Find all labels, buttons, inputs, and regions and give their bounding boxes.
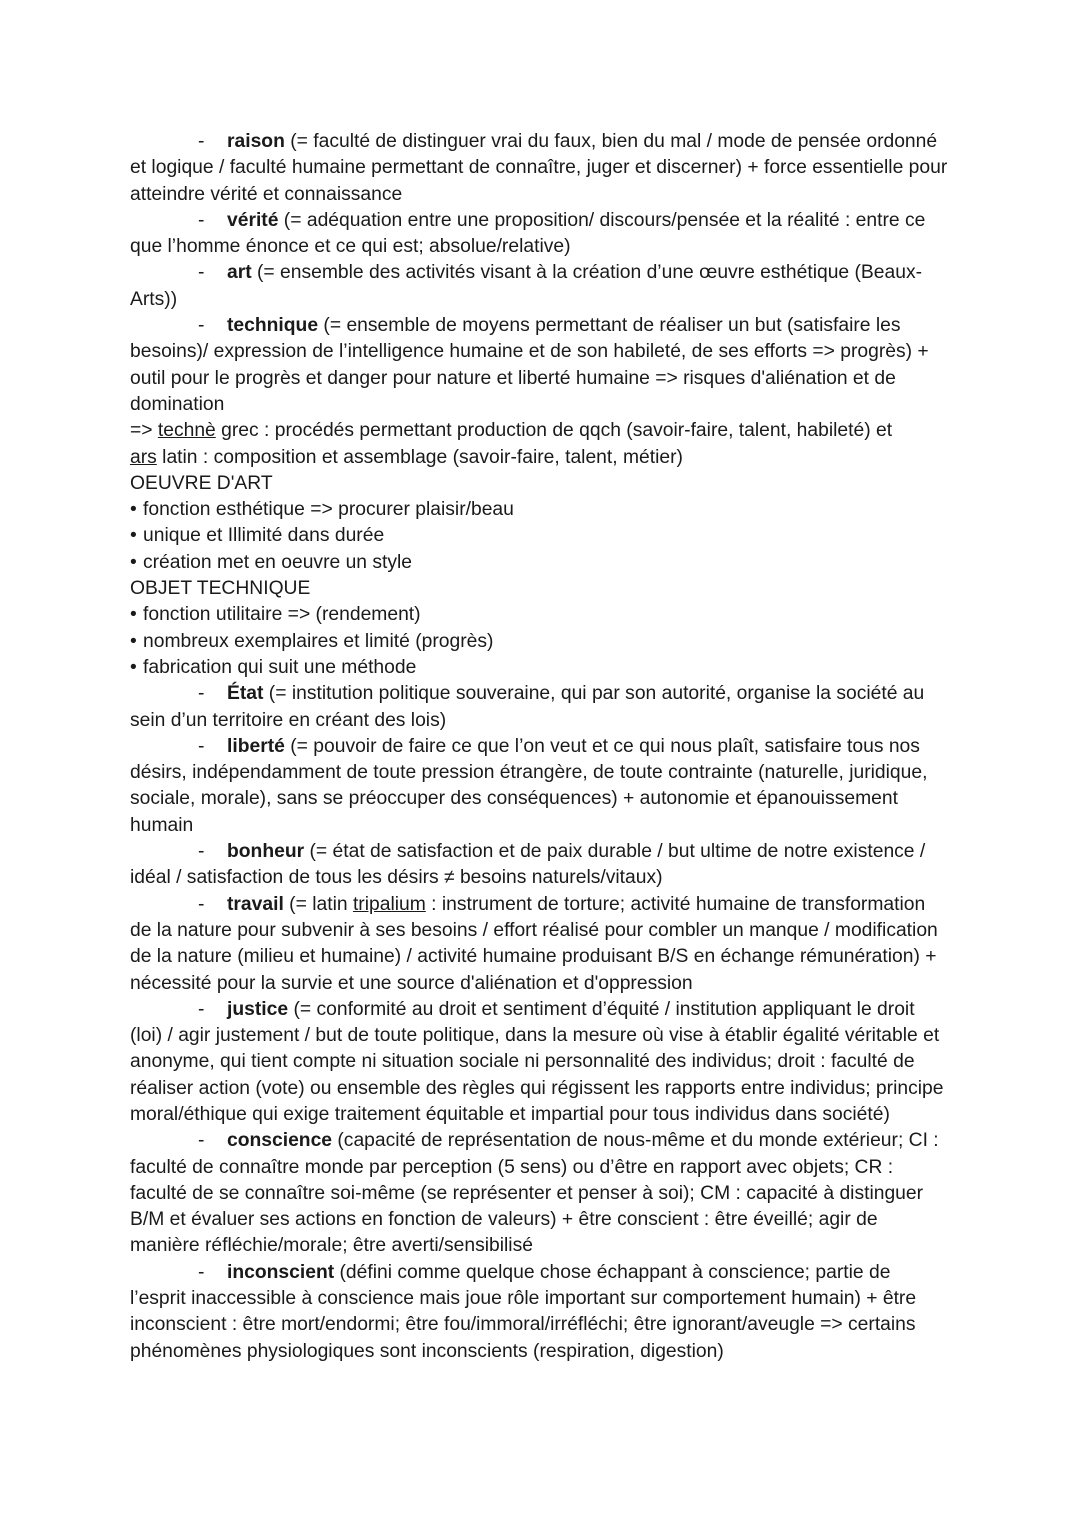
term: conscience [227, 1130, 333, 1152]
section-heading-oeuvre: OEUVRE D'ART [130, 472, 273, 494]
term: État [227, 683, 264, 705]
bullet-dot: • [130, 525, 137, 547]
dash-marker: - [198, 683, 205, 705]
definition-conscience [130, 1128, 950, 1259]
definition-raison [130, 129, 950, 208]
bullet-text: nombreux exemplaires et limité (progrès) [143, 630, 494, 652]
bullet-item [130, 629, 950, 655]
bullet-item [130, 550, 950, 576]
definition-travail [130, 892, 950, 997]
definition-liberte [130, 734, 950, 839]
definition-text: (= latin [283, 893, 353, 915]
definition-justice [130, 997, 950, 1128]
term: liberté [227, 735, 285, 757]
dash-marker: - [198, 841, 205, 863]
definition-etat [130, 681, 950, 734]
section-heading-objet: OBJET TECHNIQUE [130, 578, 311, 600]
definition-text: (= faculté de distinguer vrai du faux, bien du mal / mode de pensée ordonné et logique / faculté humaine permettant de connaître, juger et discerner) + force essentielle pour atteindre vérité et connaissance [130, 131, 948, 205]
dash-marker: - [198, 1261, 205, 1283]
term: travail [227, 893, 284, 915]
definition-text: : instrument de torture; activité humaine de transformation de la nature pour subvenir à ses besoins / effort réalisé pour combler un manque / modification de la nature (milieu et humaine) / activité humaine produisant B/S en échange rémunération) + nécessité pour la survie et une source d'aliénation et d'oppression [130, 893, 938, 994]
definition-text: (défini comme quelque chose échappant à conscience; partie de l’esprit inaccessible à conscience mais joue rôle important sur comportement humain) + être inconscient : être mort/endormi; être fou/immoral/irréfléchi; être ignorant/aveugle => certains phénomènes physiologiques sont inconscients (respiration, digestion) [130, 1261, 917, 1362]
term: justice [227, 998, 289, 1020]
term: art [227, 262, 252, 284]
dash-marker: - [198, 735, 205, 757]
definition-text: (= état de satisfaction et de paix durable / but ultime de notre existence / idéal / satisfaction de tous les désirs ≠ besoins naturels/vitaux) [130, 841, 926, 889]
term: bonheur [227, 841, 305, 863]
underlined-word: technè [157, 420, 216, 442]
etymology-text: latin : composition et assemblage (savoir-faire, talent, métier) [156, 446, 683, 468]
term: raison [227, 131, 285, 152]
definition-text: (= institution politique souveraine, qui par son autorité, organise la société au sein d’un territoire en créant des lois) [130, 683, 925, 731]
etymology-ars [130, 445, 950, 471]
bullet-text: fabrication qui suit une méthode [143, 656, 417, 678]
bullet-text: unique et Illimité dans durée [143, 525, 385, 547]
definition-text: (= adéquation entre une proposition/ discours/pensée et la réalité : entre ce que l’homme énonce et ce qui est; absolue/relative) [130, 209, 926, 258]
bullet-text: fonction esthétique => procurer plaisir/beau [143, 499, 514, 521]
dash-marker: - [198, 209, 205, 231]
bullet-dot: • [130, 551, 137, 573]
arrow-prefix: => [130, 420, 158, 442]
definition-inconscient [130, 1260, 950, 1365]
definition-text: (= pouvoir de faire ce que l’on veut et ce qui nous plaît, satisfaire tous nos désirs, indépendamment de toute pression étrangère, de toute contrainte (naturelle, juridique, sociale, morale), sans se préoccuper des conséquences) + autonomie et épanouissement humain [130, 735, 928, 836]
bullet-dot: • [130, 604, 137, 626]
definition-text: (= ensemble de moyens permettant de réaliser un but (satisfaire les besoins)/ expression de l’intelligence humaine et de son habileté, de ses efforts => progrès) + outil pour le progrès et danger pour nature et liberté humaine => risques d'aliénation et de domination [130, 315, 929, 415]
bullet-item [130, 523, 950, 549]
document-page [130, 129, 950, 1365]
term: inconscient [227, 1261, 335, 1283]
dash-marker: - [198, 315, 205, 337]
bullet-item [130, 602, 950, 628]
dash-marker: - [198, 893, 205, 915]
term: vérité [227, 209, 279, 231]
dash-marker: - [198, 998, 205, 1020]
definition-art [130, 260, 950, 313]
bullet-dot: • [130, 630, 137, 652]
dash-marker: - [198, 131, 205, 152]
definition-text: (= conformité au droit et sentiment d’équité / institution appliquant le droit (loi) / agir justement / but de toute politique, dans la mesure où vise à établir égalité véritable et anonyme, qui tient compte ni situation sociale ni personnalité des individus; droit : faculté de réaliser action (vote) ou ensemble des règles qui régissent les rapports entre individus; principe moral/éthique qui exige traitement équitable et impartial pour tous individus dans société) [130, 998, 944, 1125]
definition-verite [130, 208, 950, 261]
definition-text: (capacité de représentation de nous-même et du monde extérieur; CI : faculté de connaître monde par perception (5 sens) ou d’être en rapport avec objets; CR : faculté de se connaître soi-même (se représenter et penser à soi); CM : capacité à distinguer B/M et évaluer ses actions en fonction de valeurs) + être conscient : être éveillé; agir de manière réfléchie/morale; être averti/sensibilisé [130, 1130, 939, 1257]
dash-marker: - [198, 262, 205, 284]
bullet-dot: • [130, 656, 137, 678]
underlined-word: ars [130, 446, 157, 468]
bullet-text: création met en oeuvre un style [143, 551, 413, 573]
bullet-dot: • [130, 499, 137, 521]
etymology-text: grec : procédés permettant production de qqch (savoir-faire, talent, habileté) et [215, 420, 893, 442]
dash-marker: - [198, 1130, 205, 1152]
definition-technique [130, 313, 950, 418]
etymology-techne [130, 418, 950, 444]
definition-bonheur [130, 839, 950, 892]
underlined-word: tripalium [352, 893, 426, 915]
definition-text: (= ensemble des activités visant à la création d’une œuvre esthétique (Beaux-Arts)) [130, 262, 923, 310]
bullet-item [130, 655, 950, 681]
bullet-text: fonction utilitaire => (rendement) [143, 604, 421, 626]
bullet-item [130, 497, 950, 523]
term: technique [227, 315, 319, 337]
